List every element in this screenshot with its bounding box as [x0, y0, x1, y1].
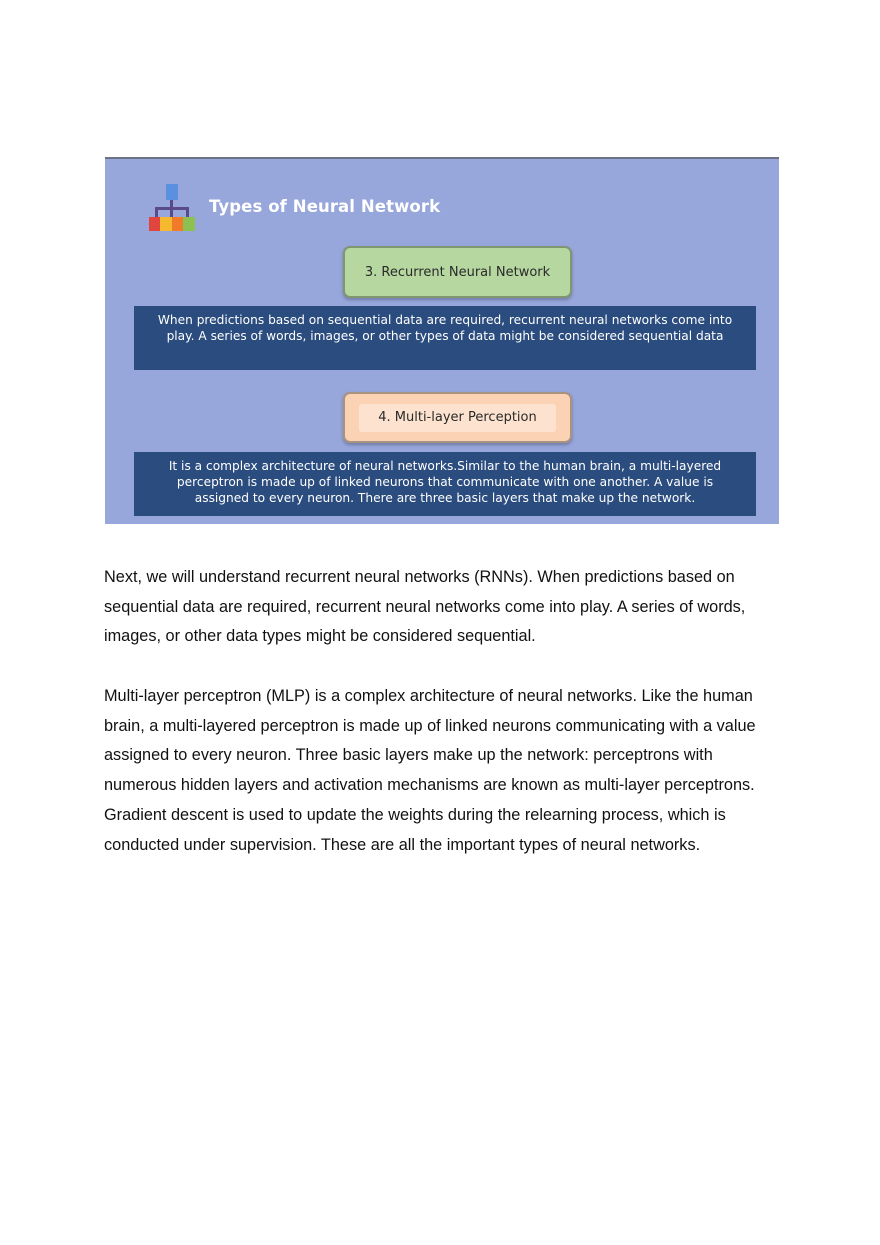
rnn-description: When predictions based on sequential data are required, recurrent neural networks come into play. A series of words, images, or other types of data might be considered sequential data: [134, 306, 756, 370]
rnn-label-box: [343, 246, 572, 298]
paragraph-mlp: Multi-layer perceptron (MLP) is a complex architecture of neural networks. Like the human brain, a multi-layered perceptron is made up of linked neurons communicating with a value assigned to every neuron. Three basic layers make up the network: perceptrons with numerous hidden layers and activation mechanisms are known as multi-layer perceptrons. Gradient descent is used to update the weights during the relearning process, which is conducted under supervision. These are all the important types of neural networks.: [104, 687, 756, 854]
rnn-label: 3. Recurrent Neural Network: [364, 264, 551, 280]
paragraph-rnn: Next, we will understand recurrent neural networks (RNNs). When predictions based on sequential data are required, recurrent neural networks come into play. A series of words, images, or other data types might be considered sequential.: [104, 568, 746, 646]
mlp-description: It is a complex architecture of neural networks.Similar to the human brain, a multi-layered perceptron is made up of linked neurons that communicate with one another. A value is assigned to every neuron. There are three basic layers that make up the network.: [134, 452, 756, 516]
mlp-label-inner: [359, 404, 556, 432]
hierarchy-diagram-icon: [149, 184, 195, 232]
slide-image: [105, 157, 779, 524]
mlp-label-box: [343, 392, 572, 443]
mlp-label: 4. Multi-layer Perception: [378, 410, 537, 425]
slide-title: Types of Neural Network: [209, 197, 441, 216]
